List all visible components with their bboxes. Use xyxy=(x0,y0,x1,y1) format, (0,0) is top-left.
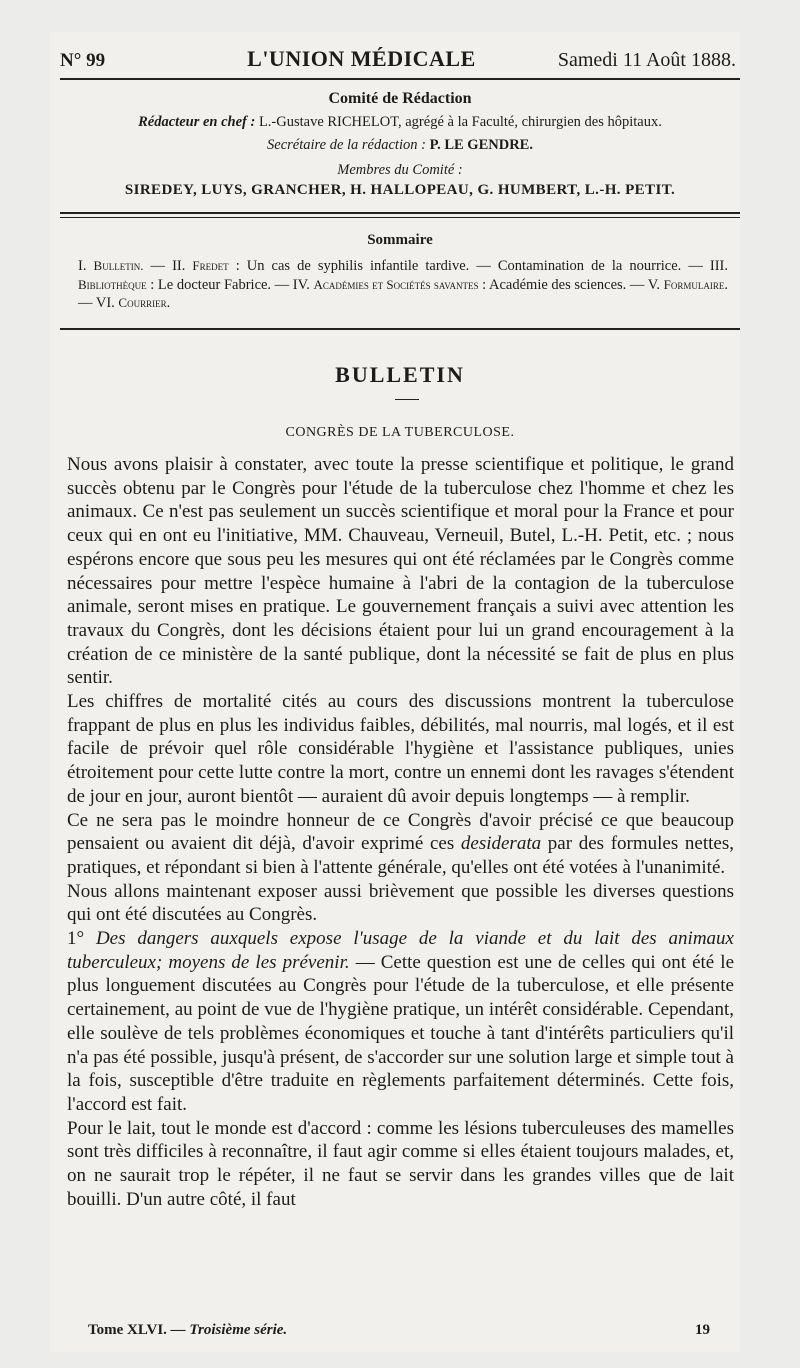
sommaire-content xyxy=(78,257,728,313)
paragraph-3 xyxy=(67,809,734,880)
sommaire-ii-text: : Un cas de syphilis infantile tardive. — Contamination de la nourrice. — III. xyxy=(228,258,729,274)
paragraph-3-a: Ce ne sera pas le moindre honneur de ce Congrès d'avoir précisé ce que beaucoup pensaient ou avaient dit déjà, d'avoir exprimé ces xyxy=(67,809,734,855)
secretaire-line xyxy=(60,137,740,154)
sommaire-bibliotheque: Bibliothèque xyxy=(78,276,147,292)
section-subtitle: CONGRÈS DE LA TUBERCULOSE. xyxy=(285,425,515,440)
sommaire-iv-text: : Académie des sciences. — V. xyxy=(478,276,664,293)
membres-list: SIREDEY, LUYS, GRANCHER, H. HALLOPEAU, G. HUMBERT, L.-H. PETIT. xyxy=(124,182,676,198)
paragraph-4: Nous allons maintenant exposer aussi brièvement que possible les diverses questions qui ont été discutées au Congrès. xyxy=(67,880,734,926)
sommaire-formulaire: Formulaire xyxy=(663,276,725,292)
comite-title: Comité de Rédaction xyxy=(328,90,472,107)
redacteur-label: Rédacteur en chef : xyxy=(138,114,256,130)
paragraph-5 xyxy=(67,927,734,1117)
sommaire-courrier: Courrier xyxy=(118,295,167,310)
sommaire-title: Sommaire xyxy=(367,232,433,248)
sommaire-bulletin: Bulletin. xyxy=(93,258,144,273)
sommaire-ii-sep: — II. xyxy=(150,258,193,274)
redacteur-name: L.-Gustave RICHELOT, agrégé à la Faculté, chirurgien des hôpitaux. xyxy=(258,114,662,130)
sommaire-rule xyxy=(60,328,740,330)
paragraph-6: Pour le lait, tout le monde est d'accord : comme les lésions tuberculeuses des mamelles sont très difficiles à reconnaître, il faut agir comme si elles étaient toujours malades, et, on ne saurait trop le répéter, il ne faut se servir dans les grandes villes que de lait bouilli. D'un autre côté, il faut xyxy=(67,1117,734,1210)
sommaire-iii-text: : Le docteur Fabrice. — IV. xyxy=(146,276,314,293)
issue-number: N° 99 xyxy=(60,50,106,71)
footer-left xyxy=(88,1322,287,1346)
paragraph-5-b: — Cette question est une de celles qui ont été le plus longuement discutées au Congrès pour l'étude de la tuberculose, et elle présente certainement, au point de vue de l'hygiène pratique, un intérêt considérable. Cependant, elle soulève de tels problèmes économiques et touche à tant d'intérêts particuliers qu'il n'a pas été possible, jusqu'à présent, de s'accorder sur une solution large et simple tout à la fois, susceptible d'être traduite en règlements parfaitement déterminés. Cette fois, l'accord est fait. xyxy=(67,951,735,1115)
paragraph-5-num: 1° xyxy=(67,928,96,950)
page-folio: 19 xyxy=(695,1322,710,1338)
sommaire-v-text: . — VI. xyxy=(78,276,729,311)
secretaire-label: Secrétaire de la rédaction : xyxy=(267,137,426,153)
sommaire-vi-end: . xyxy=(166,295,171,311)
paragraph-2: Les chiffres de mortalité cités au cours des discussions montrent la tuberculose frappant de plus en plus les individus faibles, débilités, mal nourris, mal logés, et il est facile de prévoir quel rôle considérable l'hygiène et l'assistance publiques, unies étroitement pour cette lutte contre la mort, contre un ennemi dont les ravages s'étendent de jour en jour, auront bientôt — auraient dû avoir depuis longtemps — à remplir. xyxy=(67,691,734,807)
bulletin-title: BULLETIN xyxy=(335,362,465,387)
footer-serie: — Troisième série. xyxy=(170,1322,288,1338)
issue-date: Samedi 11 Août 1888. xyxy=(557,49,736,71)
sommaire-fredet: Fredet xyxy=(192,258,229,273)
comite-rule-2 xyxy=(60,217,740,218)
newspaper-page xyxy=(50,32,740,1352)
article-body xyxy=(67,453,734,1212)
sommaire-i-num: I. xyxy=(78,258,87,274)
masthead-rule xyxy=(60,78,740,80)
masthead xyxy=(60,46,740,76)
footer-tome: Tome XLVI. xyxy=(88,1322,167,1338)
paragraph-3-em: desiderata xyxy=(460,833,542,855)
paragraph-5-heading: Des dangers auxquels expose l'usage de la viande et du lait des animaux tuberculeux; moyens de les prévenir. xyxy=(67,928,734,973)
sommaire-academies: Académies et Sociétés savantes xyxy=(313,276,479,292)
membres-label: Membres du Comité : xyxy=(337,162,463,178)
redacteur-line xyxy=(60,114,740,131)
paragraph-3-b: par des formules nettes, pratiques, et répondant si bien à l'attente générale, qu'elles ont été votées à l'unanimité. xyxy=(67,833,734,878)
journal-title: L'UNION MÉDICALE xyxy=(247,46,476,71)
bulletin-underline xyxy=(395,399,419,400)
secretaire-name: P. LE GENDRE. xyxy=(429,137,533,153)
page-footer xyxy=(88,1322,710,1346)
comite-rule-1 xyxy=(60,212,740,214)
paragraph-1: Nous avons plaisir à constater, avec toute la presse scientifique et politique, le grand succès obtenu par le Congrès pour l'étude de la tuberculose chez l'homme et chez les animaux. Ce n'est pas seulement un succès scientifique et moral pour la France et pour ceux qui en ont eu l'initiative, MM. Chauveau, Verneuil, Butel, L.-H. Petit, etc. ; nous espérons encore que sous peu les mesures qui ont été réclamées par le Congrès comme nécessaires pour mettre l'espèce humaine à l'abri de la contagion de la tuberculose animale, seront mises en pratique. Le gouvernement français a suivi avec attention les travaux du Congrès, dont les décisions étaient pour lui un grand encouragement à la création de ce ministère de la santé publique, dont la nécessité se fait de plus en plus sentir. xyxy=(67,454,734,689)
